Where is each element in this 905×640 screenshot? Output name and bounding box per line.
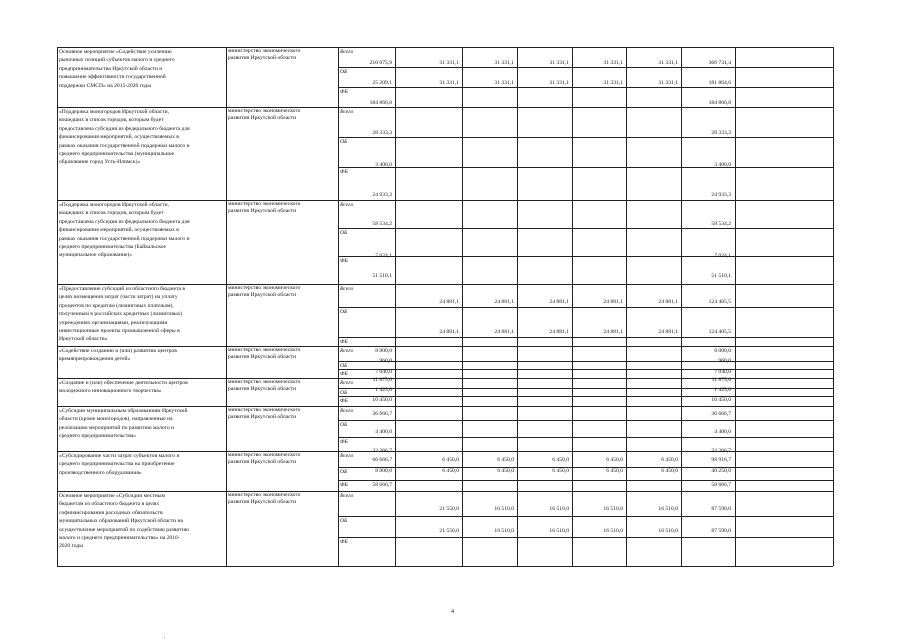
funding-amount: 24 881,1 xyxy=(439,329,459,335)
program-name: «Предоставление субсидий из областного бюджета в целях возмещения затрат (части затрат) на уплату процентов по кредитам (лизинговых платежам), полученным в российских кредитных (лизинговых) учреждениях организациями, реализующими инвестиционные проекты промышленной сферы в Иркутской области» xyxy=(59,286,186,343)
funding-amount: 32 266,7 xyxy=(372,448,392,454)
funding-source-label: ФБ xyxy=(340,398,348,404)
funding-amount: 7 040,0 xyxy=(714,369,731,375)
executor-name: министерство экономического развития Иркутской области xyxy=(228,407,301,421)
funding-source-label: Всего xyxy=(340,380,354,386)
executor-name: министерство экономического развития Иркутской области xyxy=(228,492,301,506)
funding-amount: 210 075,9 xyxy=(369,60,392,66)
funding-amount: 31 331,1 xyxy=(494,80,514,86)
funding-source-label: ФБ xyxy=(340,89,348,95)
funding-amount: 8 000,0 xyxy=(375,468,392,474)
executor-name: министерство экономического развития Иркутской области xyxy=(228,347,301,361)
funding-amount: 16 510,0 xyxy=(549,506,569,512)
funding-amount: 58 666,7 xyxy=(372,482,392,488)
funding-amount: 6 450,0 xyxy=(661,468,678,474)
funding-amount: 24 881,1 xyxy=(658,299,678,305)
executor-name: министерство экономического развития Иркутской области xyxy=(228,48,301,62)
funding-amount: 6 450,0 xyxy=(552,457,569,463)
table-subrow-rule xyxy=(338,480,833,481)
funding-amount: 7 040,0 xyxy=(375,369,392,375)
funding-amount: 31 331,1 xyxy=(439,80,459,86)
program-name: «Поддержка моногородов Иркутской области, вошедших в список городов, которым будет предоставлена субсидия из федерального бюджета для финансирования мероприятий, осуществляемых в рамках оказания государственной поддержки малого и среднего предпринимательства (Байкальское муниципальное образование)» xyxy=(59,202,190,259)
funding-amount: 6 450,0 xyxy=(661,457,678,463)
funding-amount: 181 864,6 xyxy=(708,80,731,86)
funding-amount: 124 405,5 xyxy=(708,329,731,335)
executor-name: министерство экономического развития Иркутской области xyxy=(228,379,301,393)
program-name: Основное мероприятие «Субсидии местным бюджетам из областного бюджета в целях софинансирования расходных обязательств муниципальных образований Иркутской области на осуществление мероприятий по содействию развитию малого и среднего предпринимательства» на 2016- 2020 годы xyxy=(59,493,190,550)
funding-amount: 36 666,7 xyxy=(372,411,392,417)
funding-amount: 6 450,0 xyxy=(497,468,514,474)
executor-name: министерство экономического развития Иркутской области xyxy=(228,201,301,215)
funding-source-label: Всего xyxy=(340,408,354,414)
funding-amount: 3 400,0 xyxy=(375,162,392,168)
funding-source-label: Всего xyxy=(340,109,354,115)
funding-source-label: ФБ xyxy=(340,371,348,377)
program-name: «Содействие созданию и (или) развитию центров времяпрепровождения детей» xyxy=(59,348,177,363)
funding-amount: 98 916,7 xyxy=(711,457,731,463)
funding-source-label: ОБ xyxy=(340,422,348,428)
program-name: «Создание и (или) обеспечение деятельности центров молодежного инновационного творчества» xyxy=(59,380,188,395)
funding-amount: 28 333,3 xyxy=(372,130,392,136)
table-subrow-rule xyxy=(338,420,833,421)
funding-source-label: ОБ xyxy=(340,363,348,369)
table-subrow-rule xyxy=(338,437,833,438)
funding-amount: 51 510,1 xyxy=(711,273,731,279)
table-subrow-rule xyxy=(338,228,833,229)
funding-amount: 16 510,0 xyxy=(658,506,678,512)
funding-source-label: Всего xyxy=(340,348,354,354)
table-subrow-rule xyxy=(338,137,833,138)
funding-amount: 87 590,0 xyxy=(711,528,731,534)
table-subrow-rule xyxy=(338,369,833,370)
funding-source-label: ОБ xyxy=(340,230,348,236)
funding-amount: 1 425,0 xyxy=(375,387,392,393)
program-name: «Субсидирование части затрат субъектов малого и среднего предпринимательства на приобретение производственного оборудования» xyxy=(59,453,180,476)
funding-amount: 184 866,8 xyxy=(708,100,731,106)
table-subrow-rule xyxy=(338,396,833,397)
table-subrow-rule xyxy=(338,537,833,538)
funding-source-label: ОБ xyxy=(340,390,348,396)
funding-source-label: ФБ xyxy=(340,258,348,264)
funding-amount: 21 550,0 xyxy=(439,506,459,512)
funding-amount: 10 450,0 xyxy=(372,397,392,403)
scan-speck xyxy=(164,637,165,638)
funding-amount: 16 510,0 xyxy=(658,528,678,534)
funding-amount: 36 666,7 xyxy=(711,411,731,417)
program-name: «Поддержка моногородов Иркутской области, вошедших в список городов, которым будет предоставлена субсидия из федерального бюджета для финансирования мероприятий, осуществляемых в рамках оказания государственной поддержки малого и среднего предпринимательства (муниципальное образование город Усть-Илимск)» xyxy=(59,109,190,166)
funding-source-label: Всего xyxy=(340,286,354,292)
funding-source-label: ФБ xyxy=(340,482,348,488)
funding-amount: 24 881,1 xyxy=(439,299,459,305)
funding-amount: 24 881,1 xyxy=(549,299,569,305)
funding-source-label: Всего xyxy=(340,49,354,55)
funding-amount: 960,0 xyxy=(718,358,731,364)
funding-source-label: ОБ xyxy=(340,139,348,145)
funding-amount: 1 425,0 xyxy=(714,387,731,393)
funding-amount: 24 933,3 xyxy=(372,192,392,198)
table-column-rule xyxy=(833,47,834,566)
funding-amount: 3 400,0 xyxy=(714,162,731,168)
funding-source-label: Всего xyxy=(340,453,354,459)
funding-amount: 24 881,1 xyxy=(658,329,678,335)
table-subrow-rule xyxy=(338,167,833,168)
funding-amount: 16 510,0 xyxy=(494,528,514,534)
table-subrow-rule xyxy=(338,516,833,517)
executor-name: министерство экономического развития Иркутской области xyxy=(228,285,301,299)
funding-amount: 6 450,0 xyxy=(442,457,459,463)
funding-amount: 31 331,1 xyxy=(603,60,623,66)
table-subrow-rule xyxy=(338,87,833,88)
funding-amount: 6 450,0 xyxy=(497,457,514,463)
table-subrow-rule xyxy=(338,361,833,362)
funding-amount: 66 666,7 xyxy=(372,457,392,463)
funding-amount: 32 266,7 xyxy=(711,448,731,454)
funding-amount: 31 331,1 xyxy=(658,60,678,66)
table-row-rule xyxy=(57,566,833,567)
funding-amount: 366 731,4 xyxy=(708,60,731,66)
funding-amount: 31 331,1 xyxy=(494,60,514,66)
funding-amount: 4 400,0 xyxy=(714,429,731,435)
table-subrow-rule xyxy=(338,256,833,257)
funding-amount: 11 875,0 xyxy=(711,377,731,383)
funding-amount: 16 510,0 xyxy=(549,528,569,534)
program-name: Основное мероприятие «Содействие усилению рыночных позиций субъектов малого и среднего предпринимательства Иркутской области и повышение эффективности государственной поддержки СМСП» на 2015-2020 годы xyxy=(59,49,175,89)
funding-amount: 960,0 xyxy=(379,358,392,364)
table-subrow-rule xyxy=(338,67,833,68)
table-column-rule xyxy=(226,47,227,566)
funding-amount: 8 000,0 xyxy=(375,348,392,354)
funding-amount: 7 024,1 xyxy=(375,253,392,259)
funding-amount: 31 331,1 xyxy=(658,80,678,86)
funding-source-label: Всего xyxy=(340,493,354,499)
table-column-rule xyxy=(57,47,58,566)
funding-amount: 31 331,1 xyxy=(549,60,569,66)
funding-amount: 24 881,1 xyxy=(494,299,514,305)
funding-amount: 24 881,1 xyxy=(603,299,623,305)
funding-amount: 31 331,1 xyxy=(603,80,623,86)
funding-source-label: Всего xyxy=(340,202,354,208)
funding-source-label: ФБ xyxy=(340,539,348,545)
funding-source-label: ФБ xyxy=(340,339,348,345)
page-number: 4 xyxy=(451,609,454,615)
funding-amount: 6 450,0 xyxy=(606,457,623,463)
funding-amount: 87 590,0 xyxy=(711,506,731,512)
funding-amount: 8 000,0 xyxy=(714,348,731,354)
funding-source-label: ФБ xyxy=(340,169,348,175)
executor-name: министерство экономического развития Иркутской области xyxy=(228,452,301,466)
funding-amount: 6 450,0 xyxy=(552,468,569,474)
funding-amount: 6 450,0 xyxy=(442,468,459,474)
funding-amount: 24 881,1 xyxy=(494,329,514,335)
funding-amount: 16 510,0 xyxy=(603,528,623,534)
funding-source-label: ОБ xyxy=(340,518,348,524)
funding-source-label: ФБ xyxy=(340,439,348,445)
funding-amount: 21 550,0 xyxy=(439,528,459,534)
funding-amount: 24 881,1 xyxy=(549,329,569,335)
funding-amount: 24 933,3 xyxy=(711,192,731,198)
executor-name: министерство экономического развития Иркутской области xyxy=(228,108,301,122)
funding-source-label: ОБ xyxy=(340,469,348,475)
funding-amount: 31 331,1 xyxy=(439,60,459,66)
funding-source-label: ОБ xyxy=(340,69,348,75)
funding-amount: 7 024,1 xyxy=(714,253,731,259)
funding-amount: 6 450,0 xyxy=(606,468,623,474)
funding-amount: 4 400,0 xyxy=(375,429,392,435)
funding-amount: 16 510,0 xyxy=(494,506,514,512)
funding-amount: 51 510,1 xyxy=(372,273,392,279)
funding-amount: 58 534,2 xyxy=(372,221,392,227)
table-subrow-rule xyxy=(338,388,833,389)
funding-amount: 40 250,0 xyxy=(711,468,731,474)
funding-amount: 16 510,0 xyxy=(603,506,623,512)
funding-amount: 58 666,7 xyxy=(711,482,731,488)
funding-amount: 184 866,8 xyxy=(369,100,392,106)
table-subrow-rule xyxy=(338,307,833,308)
funding-amount: 25 209,1 xyxy=(372,80,392,86)
funding-source-label: ОБ xyxy=(340,309,348,315)
funding-amount: 10 450,0 xyxy=(711,397,731,403)
funding-amount: 24 881,1 xyxy=(603,329,623,335)
funding-amount: 28 333,3 xyxy=(711,130,731,136)
funding-amount: 31 331,1 xyxy=(549,80,569,86)
funding-amount: 11 875,0 xyxy=(372,377,392,383)
program-name: «Субсидии муниципальным образованиям Иркутской области (кроме моногородов), направленные на реализацию мероприятий по развитию малого и среднего предпринимательства» xyxy=(59,408,188,440)
table-subrow-rule xyxy=(338,337,833,338)
funding-amount: 58 534,2 xyxy=(711,221,731,227)
funding-amount: 124 405,5 xyxy=(708,299,731,305)
